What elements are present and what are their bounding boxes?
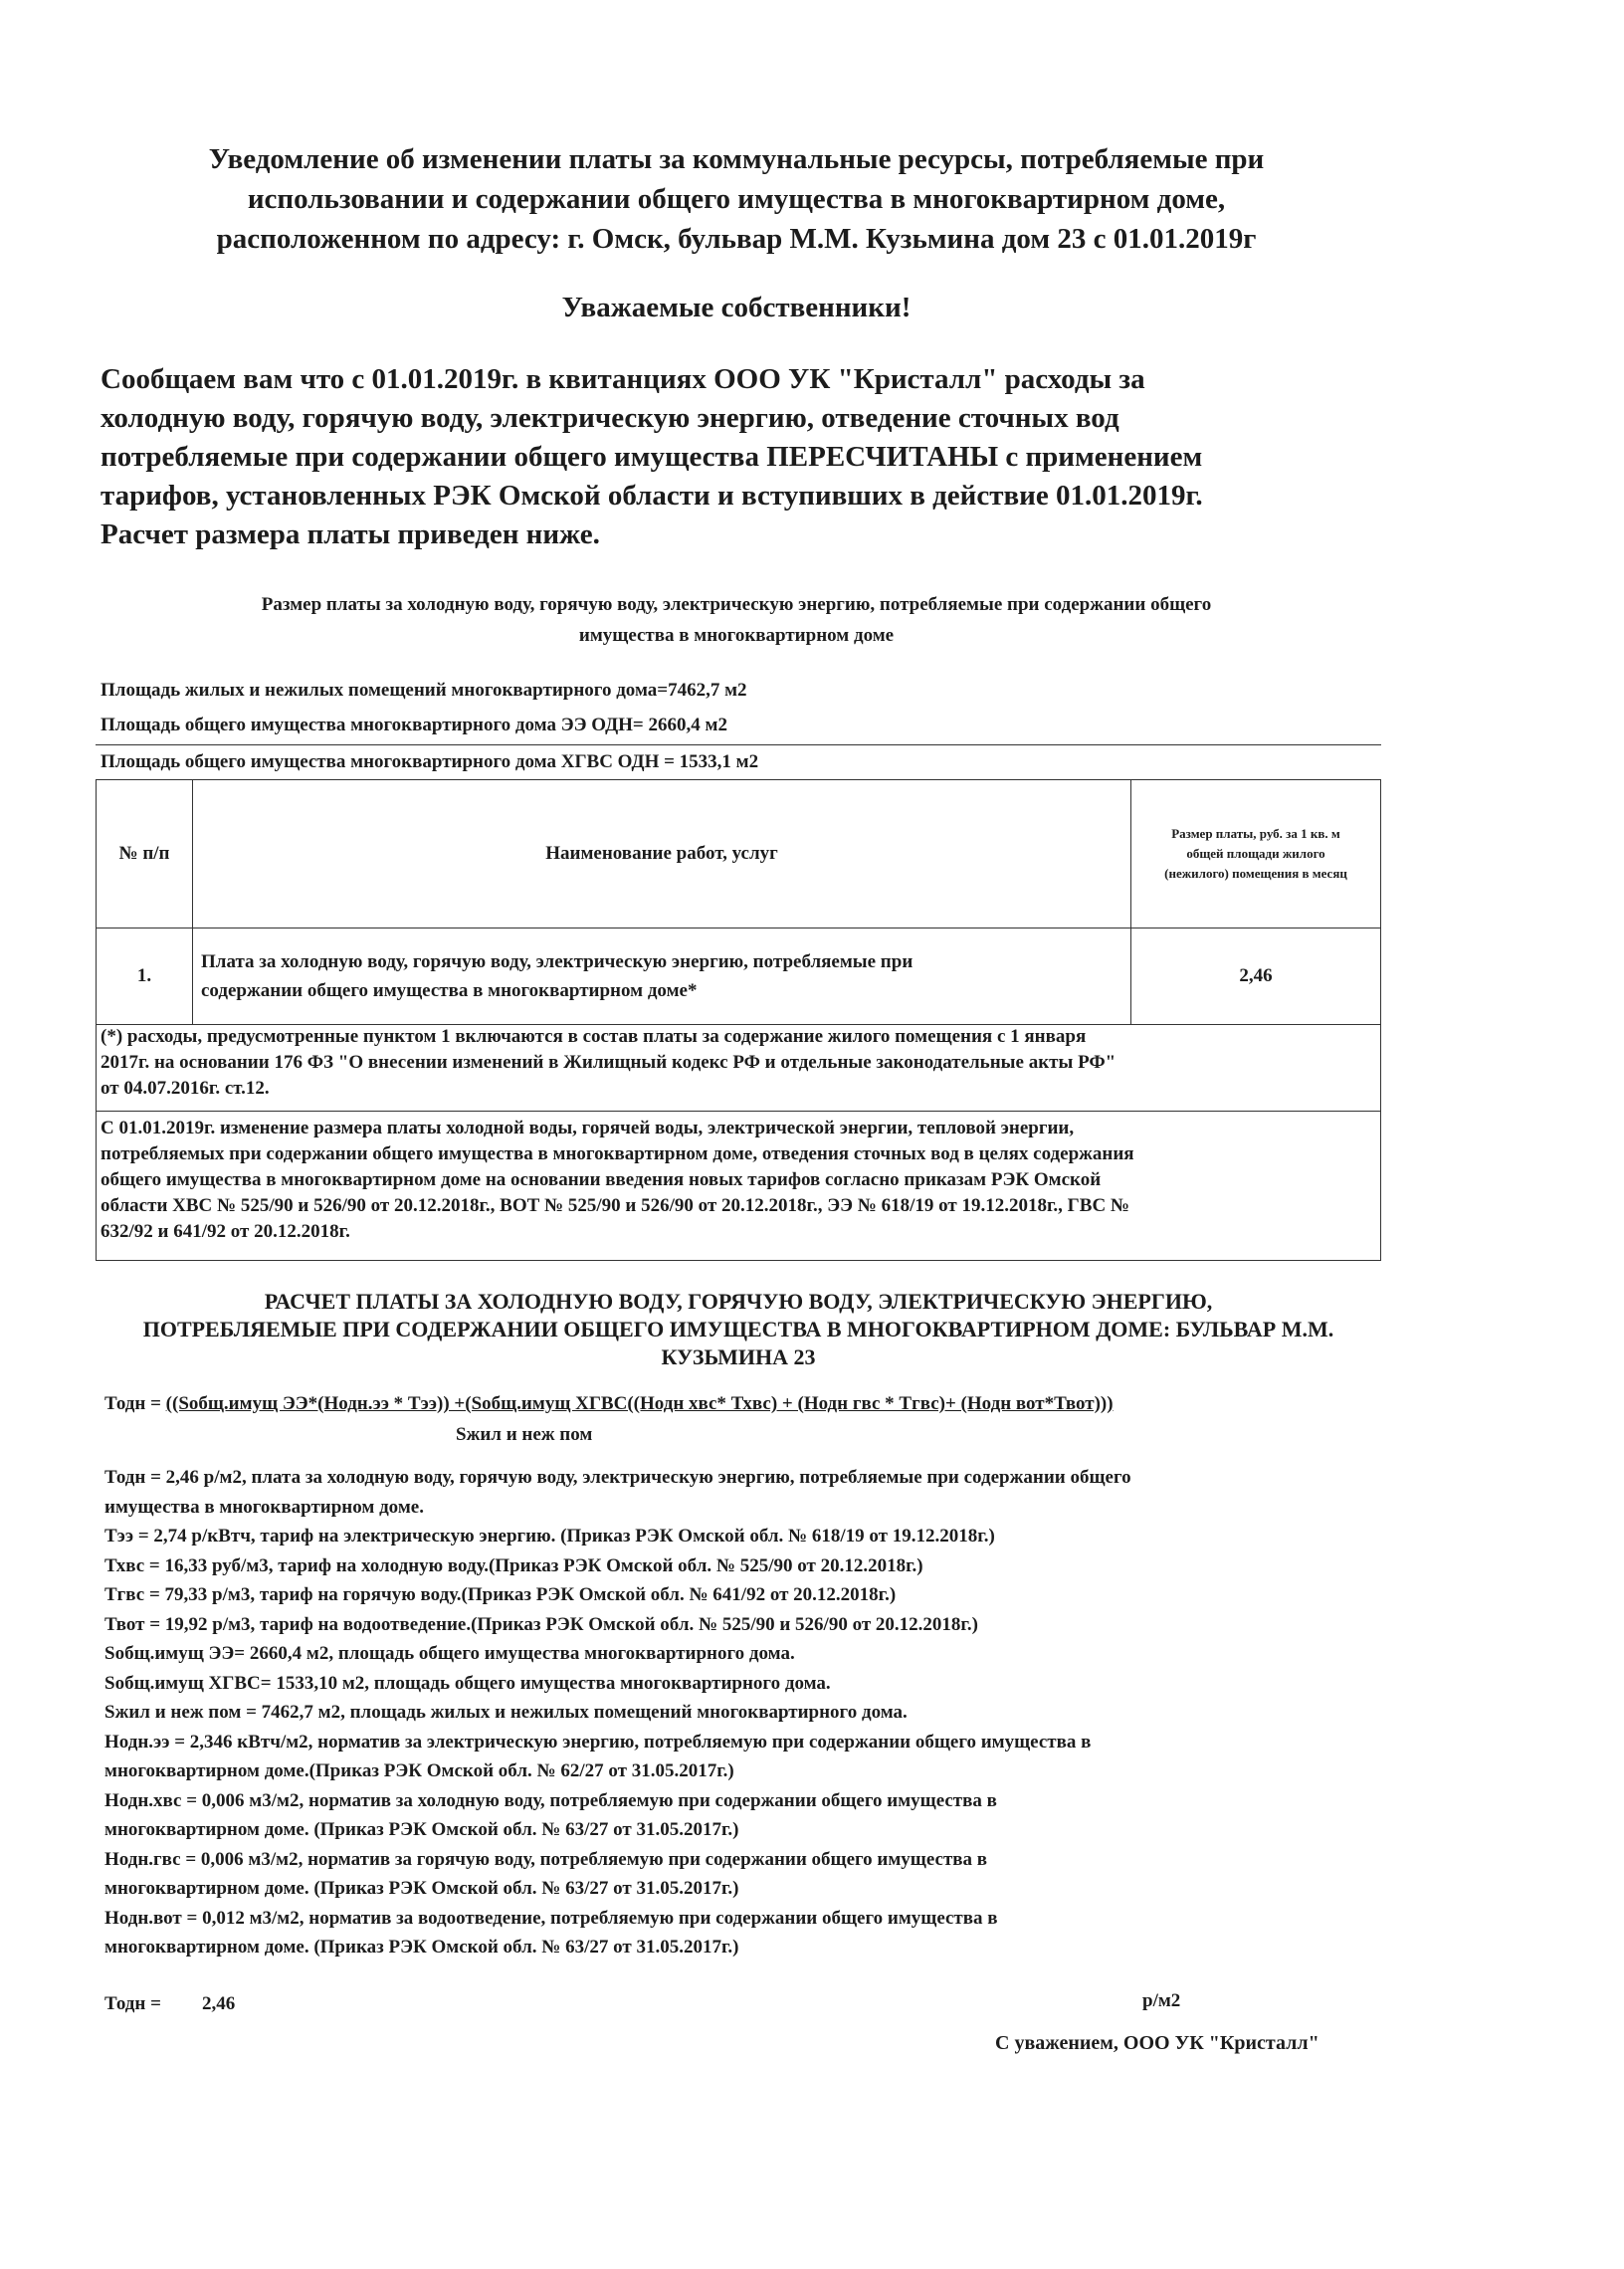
tariff-line: 632/92 и 641/92 от 20.12.2018г. <box>101 1221 350 1242</box>
definition-line: многоквартирном доме.(Приказ РЭК Омской обл. № 62/27 от 31.05.2017г.) <box>104 1760 734 1781</box>
intro-line: холодную воду, горячую воду, электрическую энергию, отведение сточных вод <box>101 402 1119 434</box>
document-title <box>119 139 1353 259</box>
greeting: Уважаемые собственники! <box>561 292 912 323</box>
footnote-line: от 04.07.2016г. ст.12. <box>101 1078 270 1099</box>
divider-line <box>96 744 1381 745</box>
header-num: № п/п <box>97 780 193 928</box>
header-rate-line: (нежилого) помещения в месяц <box>1164 866 1347 881</box>
calc-title-line: РАСЧЕТ ПЛАТЫ ЗА ХОЛОДНУЮ ВОДУ, ГОРЯЧУЮ ВОДУ, ЭЛЕКТРИЧЕСКУЮ ЭНЕРГИЮ, <box>264 1289 1213 1314</box>
formula <box>104 1393 1114 1415</box>
footnote-line: (*) расходы, предусмотренные пунктом 1 включаются в состав платы за содержание жилого помещения с 1 января <box>101 1026 1087 1047</box>
row-name-line: Плата за холодную воду, горячую воду, электрическую энергию, потребляемые при <box>201 951 914 972</box>
formula-numerator: ((Sобщ.имущ ЭЭ*(Нодн.ээ * Тээ)) +(Sобщ.имущ ХГВС((Нодн хвс* Тхвс) + (Нодн гвс * Тгвс)+ (Нодн вот*Твот))) <box>165 1393 1114 1414</box>
tariff-line: области ХВС № 525/90 и 526/90 от 20.12.2018г., ВОТ № 525/90 и 526/90 от 20.12.2018г., ЭЭ № 618/19 от 19.12.2018г., ГВС № <box>101 1195 1130 1216</box>
definition-line: Нодн.вот = 0,012 м3/м2, норматив за водоотведение, потребляемую при содержании общего имущества в <box>104 1907 998 1929</box>
row-name-line: содержании общего имущества в многоквартирном доме* <box>201 980 698 1001</box>
intro-line: Сообщаем вам что с 01.01.2019г. в квитанциях ООО УК "Кристалл" расходы за <box>101 363 1145 395</box>
table-subheading <box>139 589 1333 651</box>
intro-paragraph <box>101 360 1354 554</box>
definition-line: Твот = 19,92 р/м3, тариф на водоотведение.(Приказ РЭК Омской обл. № 525/90 и 526/90 от 20.12.2018г.) <box>104 1613 978 1635</box>
subheading-line: Размер платы за холодную воду, горячую воду, электрическую энергию, потребляемые при содержании общего <box>261 594 1212 615</box>
tariff-line: потребляемых при содержании общего имущества в многоквартирном доме, отведения сточных вод в целях содержания <box>101 1143 1134 1164</box>
result-label: Тодн = <box>104 1993 161 2014</box>
row-name <box>193 928 1131 1025</box>
calc-title-line: ПОТРЕБЛЯЕМЫЕ ПРИ СОДЕРЖАНИИ ОБЩЕГО ИМУЩЕСТВА В МНОГОКВАРТИРНОМ ДОМЕ: БУЛЬВАР М.М. <box>142 1317 1334 1341</box>
definition-line: Нодн.ээ = 2,346 кВтч/м2, норматив за электрическую энергию, потребляемую при содержании общего имущества в <box>104 1731 1092 1753</box>
title-line: расположенном по адресу: г. Омск, бульвар М.М. Кузьмина дом 23 с 01.01.2019г <box>216 223 1257 255</box>
definition-line: Sжил и неж пом = 7462,7 м2, площадь жилых и нежилых помещений многоквартирного дома. <box>104 1702 908 1723</box>
header-name: Наименование работ, услуг <box>193 780 1131 928</box>
table-row <box>97 928 1381 1025</box>
definitions-list <box>104 1463 1388 1962</box>
row-num: 1. <box>97 928 193 1025</box>
area-common-hgvs: Площадь общего имущества многоквартирного дома ХГВС ОДН = 1533,1 м2 <box>101 751 759 772</box>
definition-line: Тгвс = 79,33 р/м3, тариф на горячую воду.(Приказ РЭК Омской обл. № 641/92 от 20.12.2018г.) <box>104 1584 897 1605</box>
area-residential: Площадь жилых и нежилых помещений многоквартирного дома=7462,7 м2 <box>101 680 747 701</box>
definition-line: многоквартирном доме. (Приказ РЭК Омской обл. № 63/27 от 31.05.2017г.) <box>104 1937 739 1958</box>
footnote-box <box>96 1020 1381 1112</box>
title-line: Уведомление об изменении платы за коммунальные ресурсы, потребляемые при <box>208 143 1265 175</box>
tariff-line: С 01.01.2019г. изменение размера платы холодной воды, горячей воды, электрической энергии, тепловой энергии, <box>101 1118 1075 1138</box>
formula-lhs: Тодн = <box>104 1393 166 1414</box>
calculation-title <box>96 1288 1381 1371</box>
result-value: 2,46 <box>202 1993 236 2014</box>
title-line: использовании и содержании общего имущества в многоквартирном доме, <box>247 183 1226 215</box>
formula-denominator: Sжил и неж пом <box>456 1424 593 1445</box>
definition-line: Тээ = 2,74 р/кВтч, тариф на электрическую энергию. (Приказ РЭК Омской обл. № 618/19 от 19.12.2018г.) <box>104 1526 995 1547</box>
tariff-line: общего имущества в многоквартирном доме на основании введения новых тарифов согласно приказам РЭК Омской <box>101 1169 1102 1190</box>
footnote-line: 2017г. на основании 176 ФЗ "О внесении изменений в Жилищный кодекс РФ и отдельные законодательные акты РФ" <box>101 1052 1116 1073</box>
table-header-row <box>97 780 1381 928</box>
tariff-change-box <box>96 1112 1381 1261</box>
header-rate-line: Размер платы, руб. за 1 кв. м <box>1171 826 1340 841</box>
header-rate <box>1131 780 1381 928</box>
subheading-line: имущества в многоквартирном доме <box>578 625 895 646</box>
intro-line: тарифов, установленных РЭК Омской области и вступивших в действие 01.01.2019г. <box>101 480 1203 512</box>
intro-line: потребляемые при содержании общего имущества ПЕРЕСЧИТАНЫ с применением <box>101 441 1203 473</box>
result-unit: р/м2 <box>1142 1990 1181 2011</box>
signature: С уважением, ООО УК "Кристалл" <box>995 2032 1320 2054</box>
calc-title-line: КУЗЬМИНА 23 <box>661 1344 816 1369</box>
definition-line: Sобщ.имущ ХГВС= 1533,10 м2, площадь общего имущества многоквартирного дома. <box>104 1672 831 1694</box>
definition-line: Нодн.хвс = 0,006 м3/м2, норматив за холодную воду, потребляемую при содержании общего имущества в <box>104 1789 997 1811</box>
intro-line: Расчет размера платы приведен ниже. <box>101 518 600 550</box>
definition-line: Тхвс = 16,33 руб/м3, тариф на холодную воду.(Приказ РЭК Омской обл. № 525/90 от 20.12.2018г.) <box>104 1554 923 1576</box>
definition-line: Нодн.гвс = 0,006 м3/м2, норматив за горячую воду, потребляемую при содержании общего имущества в <box>104 1848 988 1870</box>
definition-line: многоквартирном доме. (Приказ РЭК Омской обл. № 63/27 от 31.05.2017г.) <box>104 1819 739 1840</box>
services-table <box>96 779 1381 1025</box>
definition-line: Тодн = 2,46 р/м2, плата за холодную воду, горячую воду, электрическую энергию, потребляемые при содержании общего <box>104 1467 1131 1488</box>
definition-line: многоквартирном доме. (Приказ РЭК Омской обл. № 63/27 от 31.05.2017г.) <box>104 1878 739 1899</box>
area-common-ee: Площадь общего имущества многоквартирного дома ЭЭ ОДН= 2660,4 м2 <box>101 715 727 735</box>
header-rate-line: общей площади жилого <box>1186 846 1325 861</box>
definition-line: имущества в многоквартирном доме. <box>104 1496 424 1518</box>
definition-line: Sобщ.имущ ЭЭ= 2660,4 м2, площадь общего имущества многоквартирного дома. <box>104 1643 795 1664</box>
row-rate: 2,46 <box>1131 928 1381 1025</box>
